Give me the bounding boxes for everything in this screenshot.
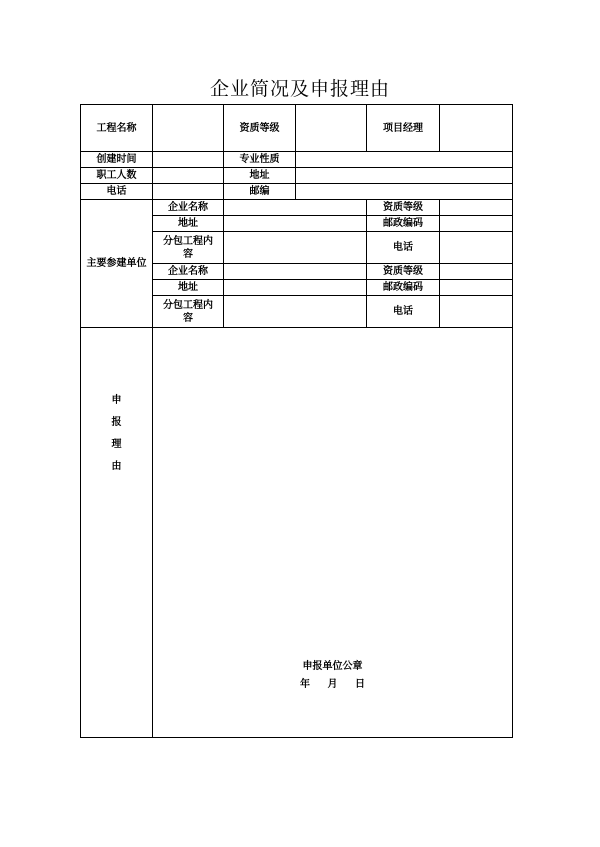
row-reason (81, 328, 513, 738)
row-employees (81, 168, 513, 184)
qualification-grade-field[interactable] (296, 105, 367, 152)
phone-field[interactable] (153, 184, 224, 200)
reason-label-cell (81, 328, 153, 738)
date-line (153, 676, 512, 694)
row-project (81, 105, 513, 152)
year-label: 年 (300, 679, 311, 690)
unit1-subcontract-line2: 容 (183, 248, 193, 260)
page-title: 企业简况及申报理由 (209, 78, 390, 100)
reason-content-area[interactable] (153, 328, 513, 738)
unit2-subcontract-line1: 分包工程内 (163, 299, 213, 311)
unit2-subcontract-field[interactable] (224, 296, 367, 328)
month-label: 月 (327, 679, 338, 690)
unit1-phone-field[interactable] (440, 232, 513, 264)
unit2-qualification-label: 资质等级 (367, 264, 440, 280)
unit2-address-field[interactable] (224, 280, 367, 296)
unit2-postcode-label: 邮政编码 (367, 280, 440, 296)
address-label: 地址 (224, 168, 296, 184)
unit2-qualification-field[interactable] (440, 264, 513, 280)
unit2-subcontract-line2: 容 (183, 312, 193, 324)
project-manager-field[interactable] (440, 105, 513, 152)
unit1-subcontract-label (153, 232, 224, 264)
major-nature-field[interactable] (296, 152, 513, 168)
project-name-field[interactable] (153, 105, 224, 152)
unit2-postcode-field[interactable] (440, 280, 513, 296)
unit1-address-label: 地址 (153, 216, 224, 232)
postcode-field[interactable] (296, 184, 513, 200)
phone-label: 电话 (81, 184, 153, 200)
unit2-address-label: 地址 (153, 280, 224, 296)
unit1-qualification-label: 资质等级 (367, 200, 440, 216)
unit2-phone-field[interactable] (440, 296, 513, 328)
project-manager-label: 项目经理 (367, 105, 440, 152)
address-field[interactable] (296, 168, 513, 184)
reason-char: 申 (111, 395, 122, 406)
unit1-qualification-field[interactable] (440, 200, 513, 216)
postcode-label: 邮编 (224, 184, 296, 200)
reason-label (81, 390, 152, 478)
unit2-subcontract-label (153, 296, 224, 328)
reason-char: 由 (111, 461, 122, 472)
unit1-postcode-field[interactable] (440, 216, 513, 232)
qualification-grade-label: 资质等级 (224, 105, 296, 152)
founded-time-label: 创建时间 (81, 152, 153, 168)
unit1-company-name-label: 企业名称 (153, 200, 224, 216)
reason-char: 理 (111, 439, 122, 450)
unit2-company-name-label: 企业名称 (153, 264, 224, 280)
unit1-phone-label: 电话 (367, 232, 440, 264)
unit2-company-name-field[interactable] (224, 264, 367, 280)
unit2-phone-label: 电话 (367, 296, 440, 328)
main-participants-text: 主要参建单位 (86, 258, 147, 269)
seal-block (153, 658, 512, 694)
row-phone (81, 184, 513, 200)
day-label: 日 (354, 679, 365, 690)
seal-label: 申报单位公章 (302, 661, 363, 672)
unit1-postcode-label: 邮政编码 (367, 216, 440, 232)
row-unit1-company (81, 200, 513, 216)
main-participants-label (81, 200, 153, 328)
application-form-table (80, 104, 513, 738)
founded-time-field[interactable] (153, 152, 224, 168)
project-name-label: 工程名称 (81, 105, 153, 152)
employee-count-label: 职工人数 (81, 168, 153, 184)
employee-count-field[interactable] (153, 168, 224, 184)
unit1-company-name-field[interactable] (224, 200, 367, 216)
major-nature-label: 专业性质 (224, 152, 296, 168)
unit1-subcontract-field[interactable] (224, 232, 367, 264)
reason-char: 报 (111, 417, 122, 428)
unit1-subcontract-line1: 分包工程内 (163, 235, 213, 247)
unit1-address-field[interactable] (224, 216, 367, 232)
row-founded (81, 152, 513, 168)
